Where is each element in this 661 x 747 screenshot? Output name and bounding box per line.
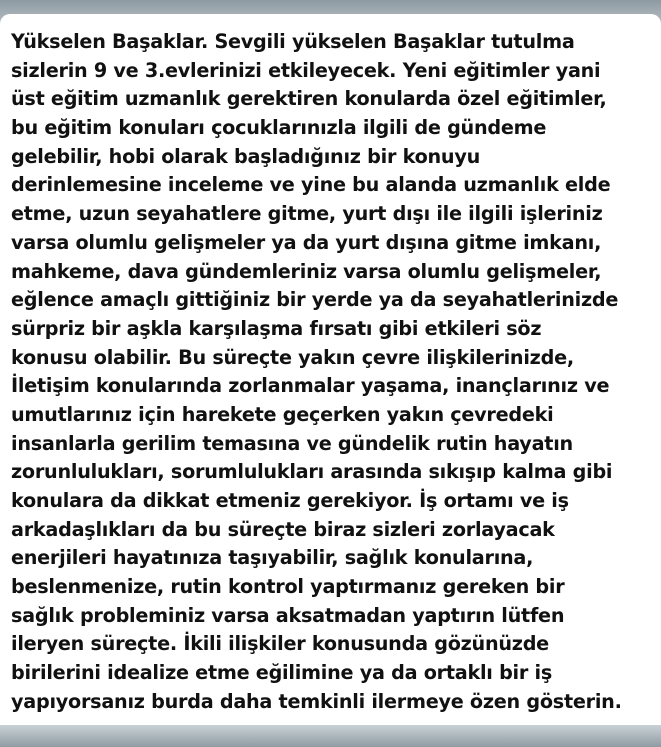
- text-line: beslenmenize, rutin kontrol yaptırmanız gereken bir: [11, 575, 565, 599]
- text-line: insanlarla gerilim temasına ve gündelik rutin hayatın: [11, 431, 573, 455]
- text-line: eğlence amaçlı gittiğiniz bir yerde ya da seyahatlerinizde: [11, 288, 619, 312]
- post-text: [11, 28, 661, 717]
- text-line: yapıyorsanız burda daha temkinli ilermeye özen gösterin.: [11, 689, 622, 713]
- background-sky-bottom: [0, 725, 661, 747]
- text-line: umutlarınız için harekete geçerken yakın çevredeki: [11, 402, 554, 426]
- text-line: İletişim konularında zorlanmalar yaşama, inançlarınız ve: [11, 374, 610, 398]
- text-line: Yükselen Başaklar. Sevgili yükselen Başaklar tutulma: [11, 30, 575, 53]
- text-line: enerjileri hayatınıza taşıyabilir, sağlık konularına,: [11, 546, 534, 570]
- text-line: sürpriz bir aşkla karşılaşma fırsatı gibi etkileri söz: [11, 316, 542, 340]
- text-line: varsa olumlu gelişmeler ya da yurt dışına gitme imkanı,: [11, 230, 602, 254]
- text-line: konulara da dikkat etmeniz gerekiyor. İş ortamı ve iş: [11, 489, 569, 512]
- text-line: derinlemesine inceleme ve yine bu alanda uzmanlık elde: [11, 173, 611, 197]
- text-line: gelebilir, hobi olarak başladığınız bir konuyu: [11, 144, 481, 168]
- text-line: zorunlulukları, sorumlulukları arasında sıkışıp kalma gibi: [11, 460, 613, 484]
- text-line: sizlerin 9 ve 3.evlerinizi etkileyecek. Yeni eğitimler yani: [11, 58, 601, 82]
- text-line: mahkeme, dava gündemleriniz varsa olumlu gelişmeler,: [11, 259, 602, 283]
- text-line: arkadaşlıkları da bu süreçte biraz sizleri zorlayacak: [11, 517, 555, 541]
- text-line: üst eğitim uzmanlık gerektiren konularda özel eğitimler,: [11, 87, 607, 111]
- text-line: etme, uzun seyahatlere gitme, yurt dışı ile ilgili işleriniz: [11, 202, 603, 226]
- text-line: sağlık probleminiz varsa aksatmadan yaptırın lütfen: [11, 603, 565, 627]
- text-line: bu eğitim konuları çocuklarınızla ilgili de gündeme: [11, 116, 547, 140]
- text-line: konusu olabilir. Bu süreçte yakın çevre ilişkilerinizde,: [11, 345, 574, 369]
- text-line: ileryen süreçte. İkili ilişkiler konusunda gözünüzde: [11, 632, 549, 656]
- text-line: birilerini idealize etme eğilimine ya da ortaklı bir iş: [11, 661, 553, 685]
